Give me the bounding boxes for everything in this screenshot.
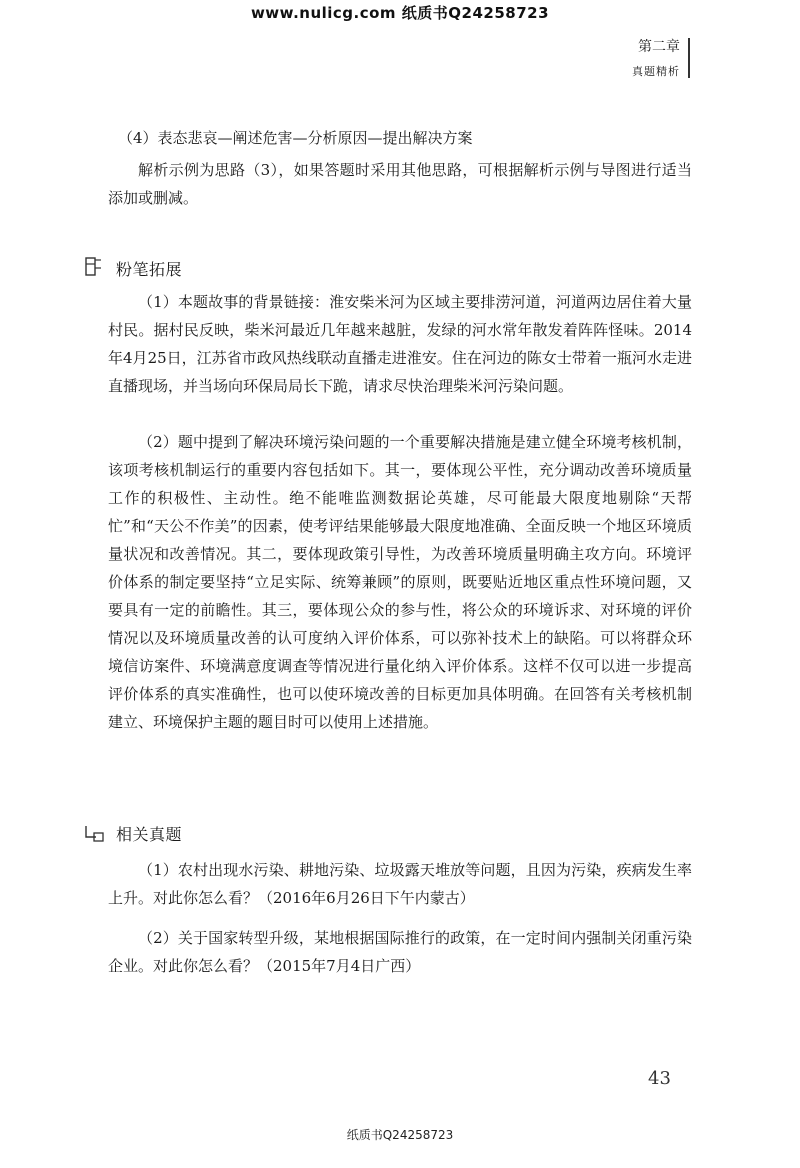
intro-line-4: （4）表态悲哀—阐述危害—分析原因—提出解决方案	[118, 129, 473, 147]
bottom-watermark: 纸质书Q24258723	[346, 1128, 454, 1142]
intro-note: 解析示例为思路（3），如果答题时采用其他思路，可根据解析示例与导图进行适当添加或删减。	[108, 161, 692, 207]
related-questions-icon	[84, 823, 106, 849]
related-question-2: （2）关于国家转型升级，某地根据国际推行的政策，在一定时间内强制关闭重污染企业。对此你怎么看？（2015年7月4日广西）	[108, 929, 692, 975]
expand-paragraph-2: （2）题中提到了解决环境污染问题的一个重要解决措施是建立健全环境考核机制，该项考核机制运行的重要内容包括如下。其一，要体现公平性，充分调动改善环境质量工作的积极性、主动性。绝不能唯监测数据论英雄，尽可能最大限度地剔除“天帮忙”和“天公不作美”的因素，使考评结果能够最大限度地准确、全面反映一个地区环境质量状况和改善情况。其二，要体现政策引导性，为改善环境质量明确主攻方向。环境评价体系的制定要坚持“立足实际、统筹兼顾”的原则，既要贴近地区重点性环境问题，又要具有一定的前瞻性。其三，要体现公众的参与性，将公众的环境诉求、对环境的评价情况以及环境质量改善的认可度纳入评价体系，可以弥补技术上的缺陷。可以将群众环境信访案件、环境满意度调查等情况进行量化纳入评价体系。这样不仅可以进一步提高评价体系的真实准确性，也可以使环境改善的目标更加具体明确。在回答有关考核机制建立、环境保护主题的题目时可以使用上述措施。	[108, 433, 692, 731]
section-title-expand: 粉笔拓展	[116, 260, 183, 279]
page-number: 43	[648, 1068, 671, 1089]
top-watermark: www.nulicg.com 纸质书Q24258723	[250, 4, 550, 22]
chapter-label: 第二章	[638, 39, 680, 55]
running-title: 真题精析	[632, 65, 680, 78]
expand-paragraph-1: （1）本题故事的背景链接：淮安柴米河为区域主要排涝河道，河道两边居住着大量村民。据村民反映，柴米河最近几年越来越脏，发绿的河水常年散发着阵阵怪味。2014年4月25日，江苏省市政风热线联动直播走进淮安。住在河边的陈女士带着一瓶河水走进直播现场，并当场向环保局局长下跪，请求尽快治理柴米河污染问题。	[108, 293, 692, 395]
expand-icon	[84, 256, 106, 282]
related-question-1: （1）农村出现水污染、耕地污染、垃圾露天堆放等问题，且因为污染，疾病发生率上升。对此你怎么看？（2016年6月26日下午内蒙古）	[108, 861, 692, 907]
header-rule	[688, 38, 690, 78]
section-title-related: 相关真题	[116, 825, 183, 844]
